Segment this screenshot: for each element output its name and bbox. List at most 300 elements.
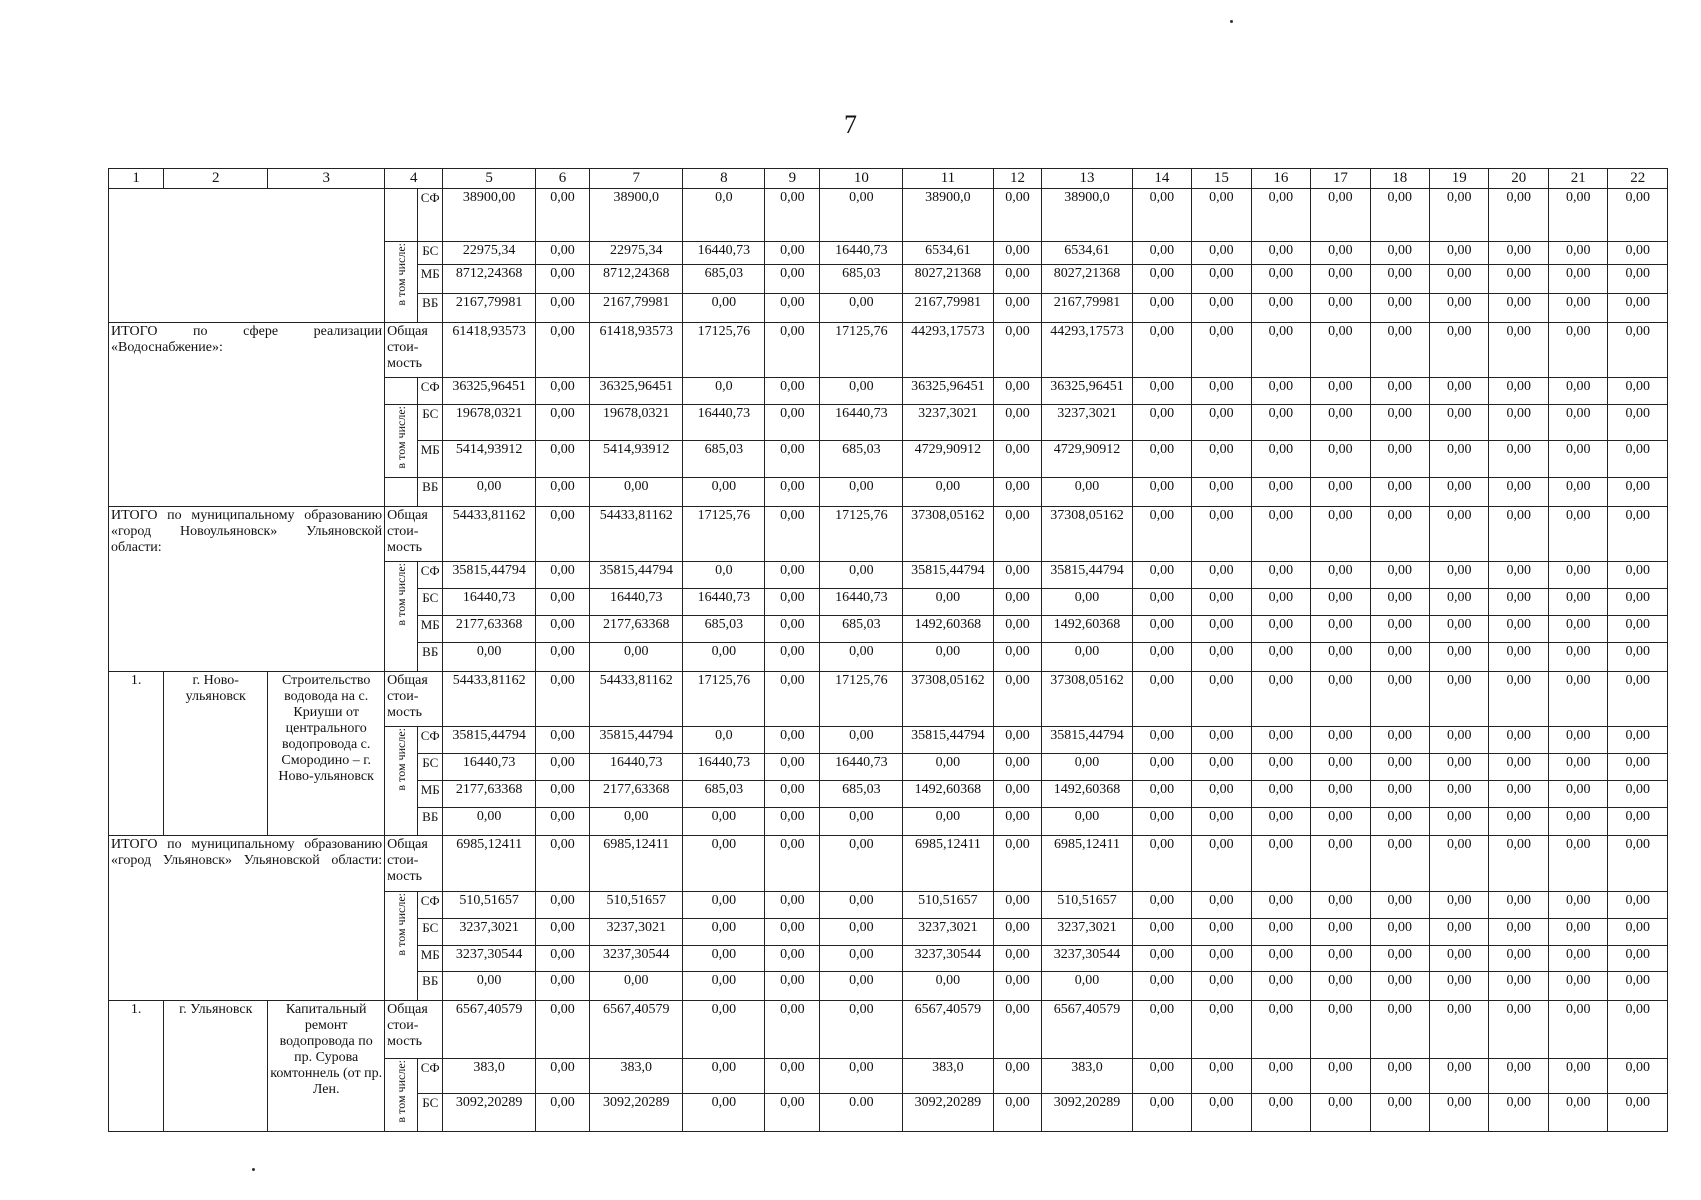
header-cell: 5 <box>443 169 535 189</box>
value-cell: 0,00 <box>535 642 589 671</box>
value-cell: 0,00 <box>1251 972 1310 1001</box>
value-cell: 0,00 <box>1370 589 1429 616</box>
value-cell: 0,00 <box>765 753 820 780</box>
including-label-cell <box>385 1059 418 1132</box>
funding-source-code: МБ <box>418 441 443 477</box>
value-cell: 17125,76 <box>820 671 903 727</box>
value-cell: 0,00 <box>1192 918 1251 945</box>
value-cell: 0,00 <box>1608 441 1668 477</box>
value-cell: 0,00 <box>1192 892 1251 919</box>
value-cell: 0,00 <box>1042 972 1132 1001</box>
value-cell: 0,00 <box>1042 589 1132 616</box>
value-cell: 0,00 <box>1311 506 1370 562</box>
value-cell: 3237,30544 <box>590 945 683 972</box>
value-cell: 0,00 <box>1251 918 1310 945</box>
header-cell: 13 <box>1042 169 1132 189</box>
value-cell: 16440,73 <box>683 589 765 616</box>
value-cell: 0,00 <box>1192 945 1251 972</box>
value-cell: 16440,73 <box>820 753 903 780</box>
value-cell: 0,00 <box>1311 589 1370 616</box>
value-cell: 0,00 <box>1192 780 1251 807</box>
value-cell: 0,00 <box>1489 441 1548 477</box>
including-label-cell <box>385 892 418 1001</box>
value-cell: 0,00 <box>1548 780 1607 807</box>
value-cell: 0,00 <box>820 945 903 972</box>
value-cell: 0,00 <box>1132 1094 1191 1132</box>
value-cell: 36325,96451 <box>1042 378 1132 405</box>
value-cell: 0,00 <box>993 1001 1042 1059</box>
value-cell: 0,00 <box>1311 836 1370 892</box>
value-cell: 0,00 <box>1370 780 1429 807</box>
value-cell: 0,00 <box>1608 753 1668 780</box>
value-cell: 0,00 <box>1608 1001 1668 1059</box>
value-cell: 4729,90912 <box>1042 441 1132 477</box>
value-cell: 2167,79981 <box>1042 293 1132 322</box>
value-cell: 1492,60368 <box>903 615 993 642</box>
value-cell: 0,00 <box>1548 807 1607 836</box>
including-label: в том числе: <box>394 406 409 469</box>
value-cell: 0,00 <box>1608 642 1668 671</box>
value-cell: 0,00 <box>993 264 1042 293</box>
value-cell: 0,00 <box>683 1094 765 1132</box>
value-cell: 0,00 <box>1311 441 1370 477</box>
value-cell: 61418,93573 <box>590 322 683 378</box>
value-cell: 0,00 <box>1489 918 1548 945</box>
value-cell: 0,00 <box>535 972 589 1001</box>
value-cell: 0,0 <box>683 562 765 589</box>
value-cell: 0,00 <box>535 780 589 807</box>
value-cell: 35815,44794 <box>903 562 993 589</box>
including-label-cell <box>385 405 418 478</box>
value-cell: 1492,60368 <box>1042 780 1132 807</box>
value-cell: 0,00 <box>765 506 820 562</box>
value-cell: 0,00 <box>765 727 820 754</box>
value-cell: 0,00 <box>1489 836 1548 892</box>
value-cell: 0,00 <box>1251 1094 1310 1132</box>
value-cell: 685,03 <box>820 780 903 807</box>
value-cell: 0,00 <box>1370 807 1429 836</box>
value-cell: 0,00 <box>765 441 820 477</box>
value-cell: 0,00 <box>535 1001 589 1059</box>
value-cell: 8712,24368 <box>443 264 535 293</box>
value-cell: 383,0 <box>443 1059 535 1094</box>
value-cell: 0,00 <box>1489 945 1548 972</box>
value-cell: 383,0 <box>903 1059 993 1094</box>
value-cell: 0,00 <box>1548 264 1607 293</box>
value-cell: 0,00 <box>993 615 1042 642</box>
funding-source-code: БС <box>418 753 443 780</box>
value-cell: 0,00 <box>683 477 765 506</box>
value-cell: 0,00 <box>1132 242 1191 265</box>
including-label: в том числе: <box>394 1060 409 1123</box>
value-cell: 16440,73 <box>683 405 765 441</box>
value-cell: 0,00 <box>993 892 1042 919</box>
value-cell: 0,00 <box>820 642 903 671</box>
table-row <box>109 188 1668 242</box>
value-cell: 22975,34 <box>443 242 535 265</box>
value-cell: 0,00 <box>1548 972 1607 1001</box>
value-cell: 0,00 <box>1132 378 1191 405</box>
header-cell: 20 <box>1489 169 1548 189</box>
value-cell: 35815,44794 <box>1042 562 1132 589</box>
value-cell: 0,00 <box>1311 242 1370 265</box>
value-cell: 0,00 <box>903 642 993 671</box>
table-row <box>109 1001 1668 1059</box>
value-cell: 0,00 <box>1430 264 1489 293</box>
value-cell: 685,03 <box>683 615 765 642</box>
value-cell: 0,00 <box>535 945 589 972</box>
value-cell: 0,00 <box>1608 322 1668 378</box>
value-cell: 0,00 <box>683 972 765 1001</box>
value-cell: 0,00 <box>1608 727 1668 754</box>
value-cell: 0,00 <box>1548 727 1607 754</box>
value-cell: 37308,05162 <box>903 671 993 727</box>
value-cell: 0,00 <box>1548 918 1607 945</box>
funding-source-code: СФ <box>418 188 443 242</box>
value-cell: 0,00 <box>1608 807 1668 836</box>
value-cell: 2167,79981 <box>590 293 683 322</box>
value-cell: 6985,12411 <box>1042 836 1132 892</box>
value-cell: 0,00 <box>1430 1094 1489 1132</box>
value-cell: 0,00 <box>683 836 765 892</box>
value-cell: 17125,76 <box>820 506 903 562</box>
value-cell: 0,00 <box>993 441 1042 477</box>
value-cell: 510,51657 <box>903 892 993 919</box>
value-cell: 0,00 <box>1370 188 1429 242</box>
value-cell: 0,00 <box>993 780 1042 807</box>
value-cell: 0,00 <box>1192 293 1251 322</box>
value-cell: 0,00 <box>1608 945 1668 972</box>
value-cell: 0,00 <box>820 892 903 919</box>
value-cell: 0,00 <box>1132 405 1191 441</box>
total-cost-label: Общая стои-мость <box>385 322 443 378</box>
funding-source-code: БС <box>418 1094 443 1132</box>
value-cell: 510,51657 <box>443 892 535 919</box>
value-cell: 0,00 <box>1548 506 1607 562</box>
value-cell: 0,0 <box>683 188 765 242</box>
value-cell: 0,00 <box>765 1094 820 1132</box>
value-cell: 0,00 <box>1370 727 1429 754</box>
value-cell: 0,00 <box>765 477 820 506</box>
value-cell: 0,00 <box>1311 753 1370 780</box>
empty-cell <box>385 378 418 405</box>
value-cell: 0,00 <box>1042 642 1132 671</box>
value-cell: 3092,20289 <box>590 1094 683 1132</box>
value-cell: 0,00 <box>1430 615 1489 642</box>
value-cell: 0,00 <box>535 242 589 265</box>
value-cell: 0,00 <box>1192 188 1251 242</box>
value-cell: 0,00 <box>765 972 820 1001</box>
funding-source-code: МБ <box>418 780 443 807</box>
value-cell: 0,00 <box>903 753 993 780</box>
value-cell: 0,00 <box>1370 506 1429 562</box>
empty-cell <box>385 477 418 506</box>
scan-speck <box>252 1168 255 1171</box>
value-cell: 0,00 <box>765 615 820 642</box>
value-cell: 685,03 <box>820 264 903 293</box>
value-cell: 0,00 <box>1548 1094 1607 1132</box>
value-cell: 2177,63368 <box>590 615 683 642</box>
value-cell: 0,00 <box>1489 477 1548 506</box>
value-cell: 0,00 <box>1608 264 1668 293</box>
header-cell: 3 <box>268 169 385 189</box>
value-cell: 0,00 <box>820 807 903 836</box>
value-cell: 17125,76 <box>820 322 903 378</box>
value-cell: 0,00 <box>1132 972 1191 1001</box>
value-cell: 0,00 <box>993 589 1042 616</box>
value-cell: 0,00 <box>1370 615 1429 642</box>
value-cell: 3237,3021 <box>590 918 683 945</box>
value-cell: 16440,73 <box>590 753 683 780</box>
value-cell: 19678,0321 <box>443 405 535 441</box>
value-cell: 0,00 <box>1489 293 1548 322</box>
value-cell: 0,00 <box>1489 589 1548 616</box>
funding-source-code: БС <box>418 589 443 616</box>
value-cell: 0,00 <box>1311 293 1370 322</box>
value-cell: 0,00 <box>1192 506 1251 562</box>
value-cell: 0,00 <box>1251 780 1310 807</box>
value-cell: 0,00 <box>993 293 1042 322</box>
funding-source-code: СФ <box>418 727 443 754</box>
value-cell: 0,00 <box>820 562 903 589</box>
total-cost-label: Общая стои-мость <box>385 1001 443 1059</box>
value-cell: 0,00 <box>993 727 1042 754</box>
value-cell: 0,00 <box>820 836 903 892</box>
value-cell: 0,00 <box>1251 293 1310 322</box>
value-cell: 0,00 <box>1430 780 1489 807</box>
value-cell: 0,00 <box>1192 562 1251 589</box>
header-cell: 10 <box>820 169 903 189</box>
value-cell: 0,00 <box>535 1059 589 1094</box>
value-cell: 0,00 <box>1311 322 1370 378</box>
value-cell: 0,00 <box>1608 188 1668 242</box>
value-cell: 8027,21368 <box>903 264 993 293</box>
value-cell: 0,00 <box>1370 405 1429 441</box>
value-cell: 0,00 <box>1430 477 1489 506</box>
value-cell: 2167,79981 <box>903 293 993 322</box>
value-cell: 0,00 <box>1370 441 1429 477</box>
value-cell: 0,00 <box>1370 945 1429 972</box>
header-cell: 21 <box>1548 169 1607 189</box>
value-cell: 16440,73 <box>820 589 903 616</box>
value-cell: 0,00 <box>993 405 1042 441</box>
value-cell: 0,00 <box>535 836 589 892</box>
value-cell: 35815,44794 <box>590 727 683 754</box>
value-cell: 0,00 <box>1548 378 1607 405</box>
value-cell: 8712,24368 <box>590 264 683 293</box>
value-cell: 0,00 <box>1608 589 1668 616</box>
value-cell: 0,00 <box>1251 188 1310 242</box>
value-cell: 0,00 <box>1132 322 1191 378</box>
value-cell: 0,00 <box>1489 188 1548 242</box>
value-cell: 0,00 <box>443 972 535 1001</box>
value-cell: 510,51657 <box>590 892 683 919</box>
funding-source-code: ВБ <box>418 972 443 1001</box>
value-cell: 0,00 <box>1430 506 1489 562</box>
header-cell: 1 <box>109 169 164 189</box>
value-cell: 0,00 <box>765 671 820 727</box>
value-cell: 16440,73 <box>443 753 535 780</box>
value-cell: 0,00 <box>1370 378 1429 405</box>
value-cell: 0,00 <box>1251 807 1310 836</box>
value-cell: 0,00 <box>1430 441 1489 477</box>
value-cell: 0,00 <box>1430 836 1489 892</box>
value-cell: 35815,44794 <box>443 727 535 754</box>
funding-source-code: СФ <box>418 378 443 405</box>
value-cell: 0,00 <box>1548 836 1607 892</box>
value-cell: 0,00 <box>1132 506 1191 562</box>
value-cell: 0,00 <box>1251 836 1310 892</box>
value-cell: 0,00 <box>1251 264 1310 293</box>
header-cell: 6 <box>535 169 589 189</box>
value-cell: 0,00 <box>1192 1059 1251 1094</box>
value-cell: 0,00 <box>1489 642 1548 671</box>
value-cell: 54433,81162 <box>590 506 683 562</box>
value-cell: 0,00 <box>1311 1094 1370 1132</box>
value-cell: 0,00 <box>1192 671 1251 727</box>
value-cell: 0,00 <box>765 293 820 322</box>
value-cell: 1492,60368 <box>903 780 993 807</box>
value-cell: 0,00 <box>535 441 589 477</box>
value-cell: 35815,44794 <box>443 562 535 589</box>
value-cell: 0,00 <box>993 506 1042 562</box>
value-cell: 0,00 <box>1132 1001 1191 1059</box>
value-cell: 0,00 <box>1251 945 1310 972</box>
value-cell: 0,00 <box>535 671 589 727</box>
header-cell: 11 <box>903 169 993 189</box>
value-cell: 17125,76 <box>683 671 765 727</box>
value-cell: 0,00 <box>765 188 820 242</box>
value-cell: 0,00 <box>820 1059 903 1094</box>
value-cell: 0,00 <box>1251 506 1310 562</box>
value-cell: 0,0 <box>683 378 765 405</box>
value-cell: 0,00 <box>765 589 820 616</box>
value-cell: 22975,34 <box>590 242 683 265</box>
value-cell: 0,00 <box>1489 1059 1548 1094</box>
value-cell: 0,00 <box>1430 807 1489 836</box>
value-cell: 0,00 <box>1430 322 1489 378</box>
value-cell: 0.00 <box>820 1094 903 1132</box>
value-cell: 0,00 <box>1132 671 1191 727</box>
value-cell: 0,00 <box>590 807 683 836</box>
value-cell: 0,00 <box>535 589 589 616</box>
value-cell: 36325,96451 <box>590 378 683 405</box>
value-cell: 35815,44794 <box>1042 727 1132 754</box>
value-cell: 38900,0 <box>1042 188 1132 242</box>
value-cell: 6567,40579 <box>1042 1001 1132 1059</box>
value-cell: 6567,40579 <box>443 1001 535 1059</box>
value-cell: 0,00 <box>1370 322 1429 378</box>
value-cell: 19678,0321 <box>590 405 683 441</box>
header-cell: 2 <box>164 169 268 189</box>
value-cell: 0,00 <box>1489 506 1548 562</box>
value-cell: 0,00 <box>1132 807 1191 836</box>
value-cell: 0,00 <box>1132 264 1191 293</box>
value-cell: 16440,73 <box>683 242 765 265</box>
value-cell: 0,00 <box>765 1001 820 1059</box>
value-cell: 0,00 <box>1132 727 1191 754</box>
value-cell: 0,00 <box>1192 589 1251 616</box>
value-cell: 0,00 <box>535 753 589 780</box>
value-cell: 0,00 <box>1430 671 1489 727</box>
value-cell: 0,00 <box>535 807 589 836</box>
value-cell: 0,00 <box>765 780 820 807</box>
value-cell: 0,00 <box>1370 836 1429 892</box>
including-label-cell <box>385 242 418 322</box>
value-cell: 0,00 <box>1192 807 1251 836</box>
value-cell: 0,00 <box>1311 405 1370 441</box>
value-cell: 0,00 <box>443 477 535 506</box>
value-cell: 0,00 <box>1370 918 1429 945</box>
value-cell: 0,00 <box>1251 322 1310 378</box>
value-cell: 0,00 <box>1192 1094 1251 1132</box>
value-cell: 0,00 <box>1430 293 1489 322</box>
value-cell: 0,00 <box>683 918 765 945</box>
value-cell: 0,00 <box>1370 264 1429 293</box>
value-cell: 0,00 <box>1132 892 1191 919</box>
value-cell: 0,00 <box>1311 918 1370 945</box>
value-cell: 0,00 <box>1548 405 1607 441</box>
value-cell: 3237,3021 <box>1042 405 1132 441</box>
funding-source-code: СФ <box>418 1059 443 1094</box>
value-cell: 0,00 <box>1548 642 1607 671</box>
funding-source-code: БС <box>418 242 443 265</box>
value-cell: 3092,20289 <box>903 1094 993 1132</box>
empty-cell <box>385 188 418 242</box>
value-cell: 0,00 <box>1430 1059 1489 1094</box>
total-cost-label: Общая стои-мость <box>385 506 443 562</box>
value-cell: 0,00 <box>1311 615 1370 642</box>
value-cell: 685,03 <box>683 264 765 293</box>
value-cell: 0,00 <box>683 1001 765 1059</box>
value-cell: 0,00 <box>1548 615 1607 642</box>
header-cell: 22 <box>1608 169 1668 189</box>
value-cell: 0,00 <box>765 642 820 671</box>
value-cell: 0,00 <box>683 892 765 919</box>
value-cell: 0,00 <box>1192 477 1251 506</box>
value-cell: 0,00 <box>903 807 993 836</box>
value-cell: 0,00 <box>1489 378 1548 405</box>
value-cell: 2167,79981 <box>443 293 535 322</box>
value-cell: 0,00 <box>765 322 820 378</box>
table-row <box>109 671 1668 727</box>
table-body <box>109 169 1668 1132</box>
value-cell: 0,00 <box>765 918 820 945</box>
value-cell: 0,00 <box>535 378 589 405</box>
funding-source-code: ВБ <box>418 477 443 506</box>
value-cell: 0,00 <box>903 972 993 1001</box>
value-cell: 0,00 <box>1251 589 1310 616</box>
value-cell: 0,00 <box>1608 1094 1668 1132</box>
total-cost-label: Общая стои-мость <box>385 671 443 727</box>
value-cell: 4729,90912 <box>903 441 993 477</box>
value-cell: 3237,3021 <box>903 918 993 945</box>
value-cell: 0,00 <box>1489 780 1548 807</box>
value-cell: 0,00 <box>1311 378 1370 405</box>
value-cell: 0,00 <box>1311 188 1370 242</box>
value-cell: 0,00 <box>1192 836 1251 892</box>
budget-table <box>108 168 1668 1132</box>
value-cell: 6534,61 <box>1042 242 1132 265</box>
funding-source-code: СФ <box>418 892 443 919</box>
municipality-name: г. Ульяновск <box>164 1001 268 1132</box>
value-cell: 0,00 <box>993 945 1042 972</box>
value-cell: 0,00 <box>993 477 1042 506</box>
value-cell: 16440,73 <box>683 753 765 780</box>
value-cell: 0,00 <box>1608 671 1668 727</box>
value-cell: 0,00 <box>1311 945 1370 972</box>
value-cell: 0,00 <box>765 264 820 293</box>
